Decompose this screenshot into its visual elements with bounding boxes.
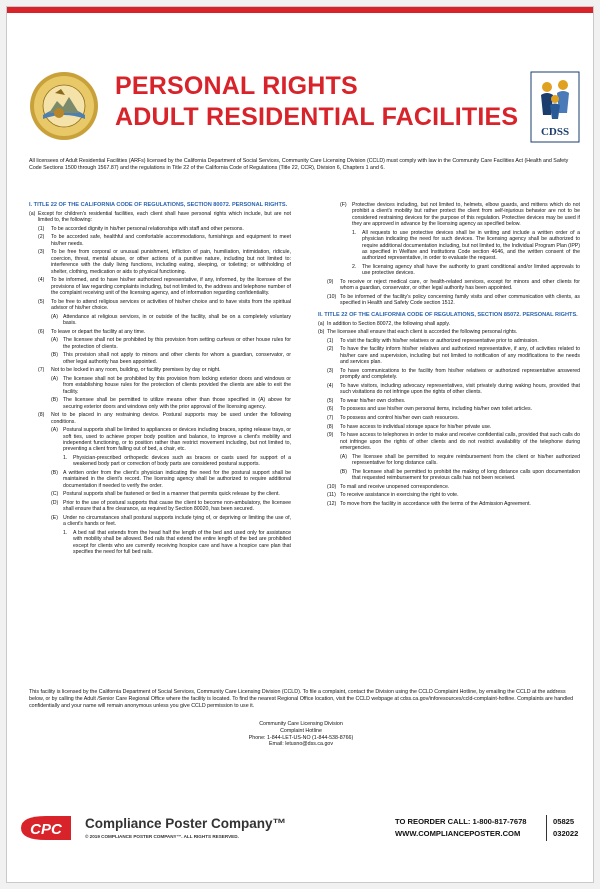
rule-item [327,415,580,421]
rule-text: Postural supports shall be fastened or tied in a manner that permits quick release by the client. [63,491,280,498]
rule-text: All requests to use protective devices shall be in writing and include a written order of a physician indicating the need for such devices. The licensing agency shall be authorized to require additional documentation including, but not limited to, the Individual Program Plan (IPP) as specified in Welfare and Institutions Code section 4646, and the written consent of the authorized representative, in order to evaluate the request. [362,229,580,262]
website-link[interactable]: WWW.COMPLIANCEPOSTER.COM [395,829,521,838]
rule-item [38,234,291,247]
rule-number: (5) [38,298,45,305]
rule-number: (4) [327,382,334,389]
rule-item [340,469,580,482]
rule-item [51,427,291,453]
rule-item [327,501,580,507]
poster-code: 05825 [553,817,575,826]
rule-number: (A) [51,375,58,382]
rule-item [327,424,580,430]
rule-text: The licensee shall be permitted to utilize means other than those specified in (A) above for securing exterior doors and windows only with the prior approval of the licensing agency. [63,397,291,410]
rule-item [63,455,291,468]
contact-block [7,721,595,748]
rule-item [63,530,291,556]
rule-item [327,383,580,396]
rule-text: To wear his/her own clothes. [340,397,406,404]
rule-number: (B) [340,468,347,475]
rule-number: 1. [63,455,68,462]
poster [6,6,594,883]
rule-text: To leave or depart the facility at any time. [51,328,146,335]
rule-item [51,397,291,410]
rule-number: (8) [38,412,45,419]
rule-item [327,398,580,404]
rule-number: 1. [63,530,68,537]
rule-text: To have the facility inform his/her relatives and authorized representative, if any, of activities related to his/her care and supervision, including but not limited to notification of any modifications to the needs and services plan. [340,346,580,366]
contact-email: Email: letusno@dss.ca.gov [269,741,333,748]
right-paragraphs-bottom [318,321,580,508]
rule-item [29,211,291,224]
rule-item [51,376,291,395]
rule-number: (E) [51,515,58,522]
rule-number: (6) [327,406,334,413]
rule-text: Prior to the use of postural supports that cause the client to become non-ambulatory, the licensee shall ensure that a fire clearance, as required by Section 80020, has been secured. [63,500,291,513]
rule-number: (10) [327,483,337,490]
rule-text: To be free to attend religious services or activities of his/her choice and to have visits from the spiritual advisor of his/her choice. [51,298,291,312]
rule-text: Under no circumstances shall postural supports include tying of, or depriving or limiting the use of, a client's hands or feet. [63,515,291,528]
rule-item [51,491,291,497]
rule-number: (9) [327,279,334,286]
rule-text: The licensee shall ensure that each client is accorded the following personal rights. [327,329,518,336]
rule-number: (11) [327,492,336,499]
section-title-80072: I. TITLE 22 OF THE CALIFORNIA CODE OF REGULATIONS, SECTION 80072. PERSONAL RIGHTS. [29,202,288,208]
rule-number: (b) [318,329,325,336]
rule-item [51,314,291,327]
rule-text: To have visitors, including advocacy representatives, visit privately during waking hours, provided that such visitations do not infringe upon the rights of other clients. [340,382,580,396]
rule-text: To have access to individual storage space for his/her private use. [340,423,492,430]
rule-item [51,515,291,528]
rule-number: (12) [327,500,337,507]
right-paragraphs-top [318,202,580,307]
rule-number: (7) [38,367,45,374]
rule-text: The licensee shall not be prohibited by this provision from setting curfews or other house rules for the protection of clients. [63,337,291,350]
rule-item [51,470,291,489]
rule-item [318,329,580,335]
rule-text: Not to be placed in any restraining device. Postural supports may be used under the following conditions. [51,412,291,425]
rule-number: 2. [352,264,357,271]
rule-number: (A) [51,313,58,320]
rule-text: Postural supports shall be limited to appliances or devices including braces, spring release trays, or soft ties, used to achieve proper body position and balance, to improve a client's mobility and independent functioning, or to position rather than restrict movement including, but not limited to, preventing a client from falling out of bed, a chair, etc. [63,427,291,453]
rule-item [352,264,580,277]
rule-text: To have access to telephones in order to make and receive confidential calls, provided that such calls do not infringe upon the rights of other clients and do not restrict availability of the telephone during emergencies. [340,432,580,452]
rule-text: Attendance at religious services, in or outside of the facility, shall be on a completely voluntary basis. [63,313,291,327]
rule-number: (a) [29,210,36,217]
rule-item [38,367,291,373]
rule-text: Physician-prescribed orthopedic devices such as braces or casts used for support of a weakened body part or correction of body parts are considered postural supports. [73,455,291,468]
rule-text: The licensee shall be permitted to prohibit the making of long distance calls upon documentation that requested reimbursement for previous calls has not been received. [352,468,580,482]
rule-item [38,299,291,312]
reorder-phone: TO REORDER CALL: 1-800-817-7678 [395,817,527,826]
cdss-logo [530,71,580,143]
rule-item [38,277,291,296]
rule-text: A bed rail that extends from the head half the length of the bed and used only for assistance with mobility shall be allowed. Bed rails that extend the entire length of the bed are prohibited except for clients who are currently receiving hospice care and have a hospice care plan that specifies the need for full bed rails. [73,530,291,556]
contact-division: Community Care Licensing Division [259,721,343,727]
rule-item [327,368,580,381]
left-paragraphs [29,211,291,556]
rule-text: To be informed, and to have his/her authorized representative, if any, informed, by the licensee of the provisions of law regarding complaints including, but not limited to, the address and telephone number of the complaint receiving unit of the licensing agency, and of information regarding confidentiality. [51,277,291,297]
rule-text: Except for children's residential facilities, each client shall have personal rights which include, but are not limited to, the following: [38,210,291,224]
title-line-2: ADULT RESIDENTIAL FACILITIES [115,103,519,131]
rule-text: To visit the facility with his/her relatives or authorized representative prior to admission. [340,337,539,344]
cdss-label: CDSS [540,126,570,138]
rule-text: To possess and control his/her own cash resources. [340,415,460,422]
rule-text: A written order from the client's physician indicating the need for the postural support shall be maintained in the client's record. The licensing agency shall be authorized to require additional documentation if needed to verify the order. [63,470,291,489]
rule-number: (7) [327,415,334,422]
rule-text: This provision shall not apply to minors and other clients for whom a guardian, conservator, or other legal authority has been appointed. [63,352,291,365]
brand-name: Compliance Poster Company™ [85,816,287,831]
rule-text: Protective devices including, but not limited to, helmets, elbow guards, and mittens which do not prohibit a client's mobility but rather protect the client from self-injurious behavior are not to be considered restraining devices for the purpose of this regulation. Protective devices may be used if they are approved in advance by the licensing agency as specified below. [352,202,580,228]
rule-number: (B) [51,352,58,359]
rule-text: To move from the facility in accordance with the terms of the Admission Agreement. [340,500,531,507]
rule-item [327,294,580,307]
rule-text: Not to be locked in any room, building, or facility premises by day or night. [51,367,221,374]
rule-number: (B) [51,397,58,404]
rule-item [327,406,580,412]
rule-text: The licensing agency shall have the authority to grant conditional and/or limited approvals to use protective devices. [362,264,580,277]
rule-item [327,484,580,490]
rule-number: (F) [340,202,347,208]
rule-text: To have communications to the facility from his/her relatives or authorized representative answered promptly and completely. [340,367,580,381]
footer-divider [546,815,547,841]
rule-number: (1) [327,337,334,344]
rule-text: To possess and use his/her own personal items, including his/her own toilet articles. [340,406,533,413]
rule-text: To be free from corporal or unusual punishment, infliction of pain, humiliation, intimidation, ridicule, coercion, threat, mental abuse, or other actions of a punitive nature, including but not limited to: interference with the daily living functions, including eating, sleeping, or toileting; or withholding of shelter, clothing, medication or aids to physical functioning. [51,249,291,275]
rule-text: To receive or reject medical care, or health-related services, except for minors and other clients for whom a guardian, conservator, or other legal authority has been appointed. [340,279,580,292]
section-title-85072: II. TITLE 22 OF THE CALIFORNIA CODE OF REGULATIONS, SECTION 85072. PERSONAL RIGHTS. [318,311,578,318]
rule-number: (10) [327,294,337,301]
rule-number: (A) [340,453,347,460]
rule-text: The licensee shall not be prohibited by this provision from locking exterior doors and windows or from establishing house rules for the protection of clients provided the clients are able to exit the facility. [63,375,291,395]
top-accent-bar [7,7,593,13]
rule-number: (3) [327,367,334,374]
rule-number: 1. [352,229,357,236]
contact-hotline: Complaint Hotline [280,727,322,734]
rule-number: (8) [327,423,334,430]
rule-number: (2) [38,234,45,241]
rule-number: (B) [51,470,58,477]
rule-text: The licensee shall be permitted to require reimbursement from the client or his/her authorized representative for long distance calls. [352,453,580,467]
rule-number: (9) [327,432,334,439]
left-column [29,202,291,558]
rule-item [51,352,291,365]
rule-number: (6) [38,328,45,335]
rule-number: (a) [318,320,325,327]
rule-text: To be accorded safe, healthful and comfortable accommodations, furnishings and equipment to meet his/her needs. [51,234,291,247]
rule-number: (3) [38,249,45,256]
poster-title [115,71,519,133]
footer [7,807,593,847]
complaint-paragraph: This facility is licensed by the California Department of Social Services, Community Care Licensing Division (CCLD). To file a complaint, contact the Division using the CCLD Complaint Hotline, by emailing the CCLD at the address below, or by calling the Adult /Senior Care Regional Office where the facility is located. To find the nearest Regional Office location, visit the CCLD webpage at cdss.ca.gov/inforesources/ccld-complaint-hotline. Complaints are handled confidentially and your name will remain anonymous unless you give CCLD permission to use it. [29,689,574,709]
cpc-logo-text: CPC [30,821,62,838]
rule-number: (4) [38,277,45,284]
right-column [318,202,580,509]
rule-item [38,329,291,335]
rule-item [327,432,580,451]
contact-phone: Phone: 1-844-LET-US-NO (1-844-538-8766) [248,734,354,741]
copyright: © 2019 COMPLIANCE POSTER COMPANY™. ALL RIGHTS RESERVED. [85,834,239,839]
rule-text: To be informed of the facility's policy concerning family visits and other communication with clients, as specified in Health and Safety Code section 1512. [340,294,580,307]
rule-item [327,492,580,498]
rule-item [38,226,291,232]
rule-item [51,337,291,350]
intro-paragraph: All licensees of Adult Residential Facilities (ARFs) licensed by the California Department of Social Services, Community Care Licensing Division (CCLD) must comply with law in the Community Care Facilities Act (Health and Safety Code Sections 1500 through 1567.87) and the regulations in Title 22 of the California Code of Regulations (Title 22, CCR), Division 6, Chapters 1 and 6. [29,158,569,171]
rule-text: To mail and receive unopened correspondence. [340,483,450,490]
rule-text: In addition to Section 80072, the following shall apply. [327,320,451,327]
rule-number: (1) [38,225,45,232]
rule-text: To receive assistance in exercising the right to vote. [340,492,459,499]
rule-item [327,346,580,365]
rule-number: (5) [327,397,334,404]
rule-item [327,279,580,292]
revision-code: 032022 [553,829,579,838]
rule-number: (A) [51,427,58,434]
rule-item [38,412,291,425]
rule-number: (D) [51,500,59,507]
rule-number: (C) [51,491,59,498]
rule-item [340,202,580,228]
rule-item [327,338,580,344]
cpc-logo-icon [19,815,73,841]
rule-item [51,500,291,513]
rule-item [318,321,580,327]
title-line-1: PERSONAL RIGHTS [115,72,358,100]
rule-item [38,249,291,275]
rule-text: To be accorded dignity in his/her personal relationships with staff and other persons. [51,225,244,232]
rule-item [352,230,580,262]
rule-item [340,454,580,467]
rule-number: (2) [327,346,334,353]
california-seal-icon [29,71,99,141]
rule-number: (A) [51,337,58,344]
